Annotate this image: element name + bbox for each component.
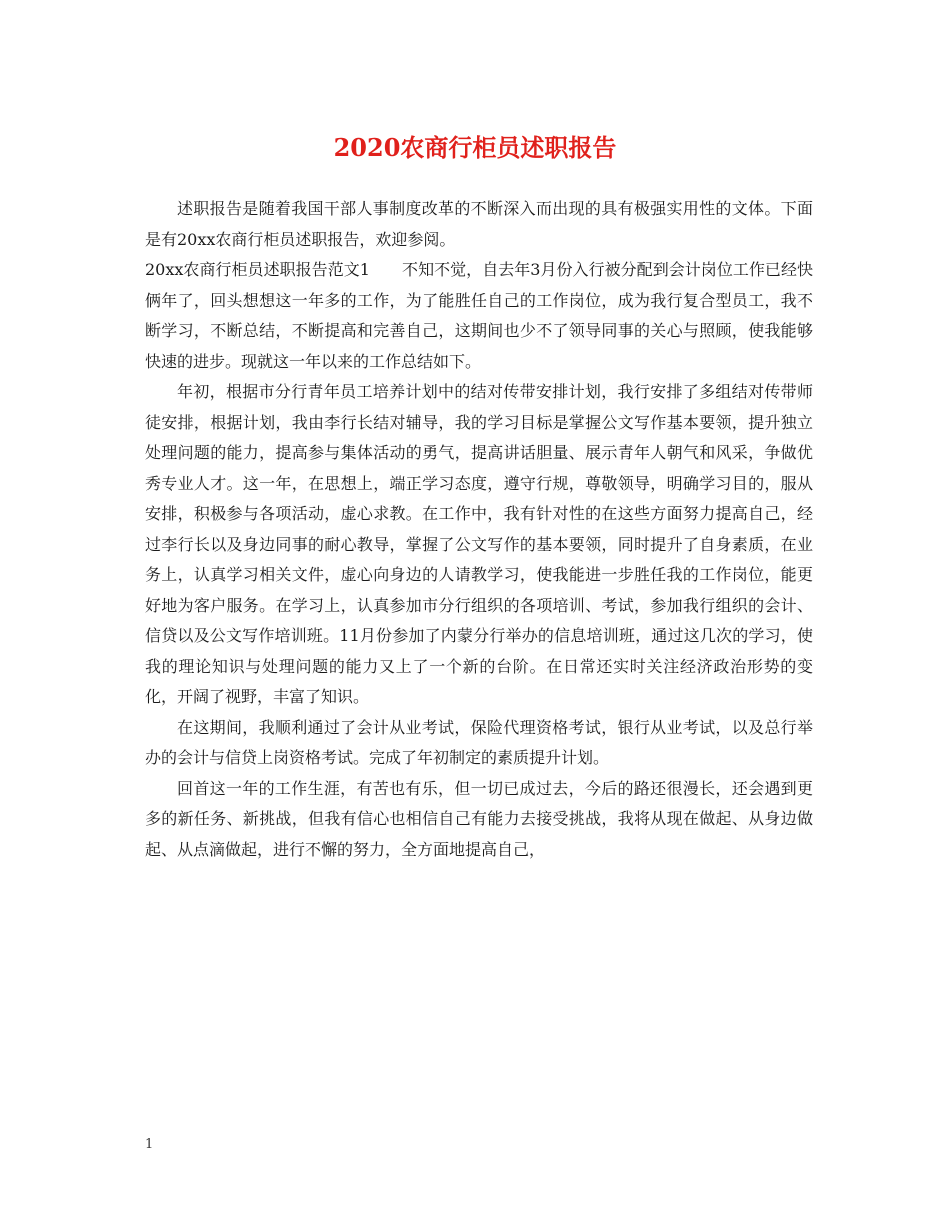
document-body bbox=[145, 194, 813, 865]
document-title: 2020农商行柜员述职报告 bbox=[333, 133, 617, 162]
page-number: 1 bbox=[145, 1137, 154, 1152]
paragraph-sample-1-opening: 20xx农商行柜员述职报告范文1 不知不觉，自去年3月份入行被分配到会计岗位工作已经快俩年了，回头想想这一年多的工作，为了能胜任自己的工作岗位，成为我行复合型员工，我不断学习，不断总结，不断提高和完善自己，这期间也少不了领导同事的关心与照顾，使我能够快速的进步。现就这一年以来的工作总结如下。 bbox=[145, 260, 813, 371]
paragraph-intro: 述职报告是随着我国干部人事制度改革的不断深入而出现的具有极强实用性的文体。下面是有20xx农商行柜员述职报告，欢迎参阅。 bbox=[145, 199, 813, 249]
paragraph-reflection: 回首这一年的工作生涯，有苦也有乐，但一切已成过去，今后的路还很漫长，还会遇到更多的新任务、新挑战，但我有信心也相信自己有能力去接受挑战，我将从现在做起、从身边做起、从点滴做起，进行不懈的努力，全方面地提高自己， bbox=[145, 778, 813, 859]
paragraph-annual-study: 年初，根据市分行青年员工培养计划中的结对传带安排计划，我行安排了多组结对传带师徒安排，根据计划，我由李行长结对辅导，我的学习目标是掌握公文写作基本要领，提升独立处理问题的能力，提高参与集体活动的勇气，提高讲话胆量、展示青年人朝气和风采，争做优秀专业人才。这一年，在思想上，端正学习态度，遵守行规，尊敬领导，明确学习目的，服从安排，积极参与各项活动，虚心求教。在工作中，我有针对性的在这些方面努力提高自己，经过李行长以及身边同事的耐心教导，掌握了公文写作的基本要领，同时提升了自身素质，在业务上，认真学习相关文件，虚心向身边的人请教学习，使我能进一步胜任我的工作岗位，能更好地为客户服务。在学习上，认真参加市分行组织的各项培训、考试，参加我行组织的会计、信贷以及公文写作培训班。11月份参加了内蒙分行举办的信息培训班，通过这几次的学习，使我的理论知识与处理问题的能力又上了一个新的台阶。在日常还实时关注经济政治形势的变化，开阔了视野，丰富了知识。 bbox=[145, 382, 813, 706]
paragraph-exams: 在这期间，我顺利通过了会计从业考试，保险代理资格考试，银行从业考试，以及总行举办的会计与信贷上岗资格考试。完成了年初制定的素质提升计划。 bbox=[145, 717, 813, 767]
